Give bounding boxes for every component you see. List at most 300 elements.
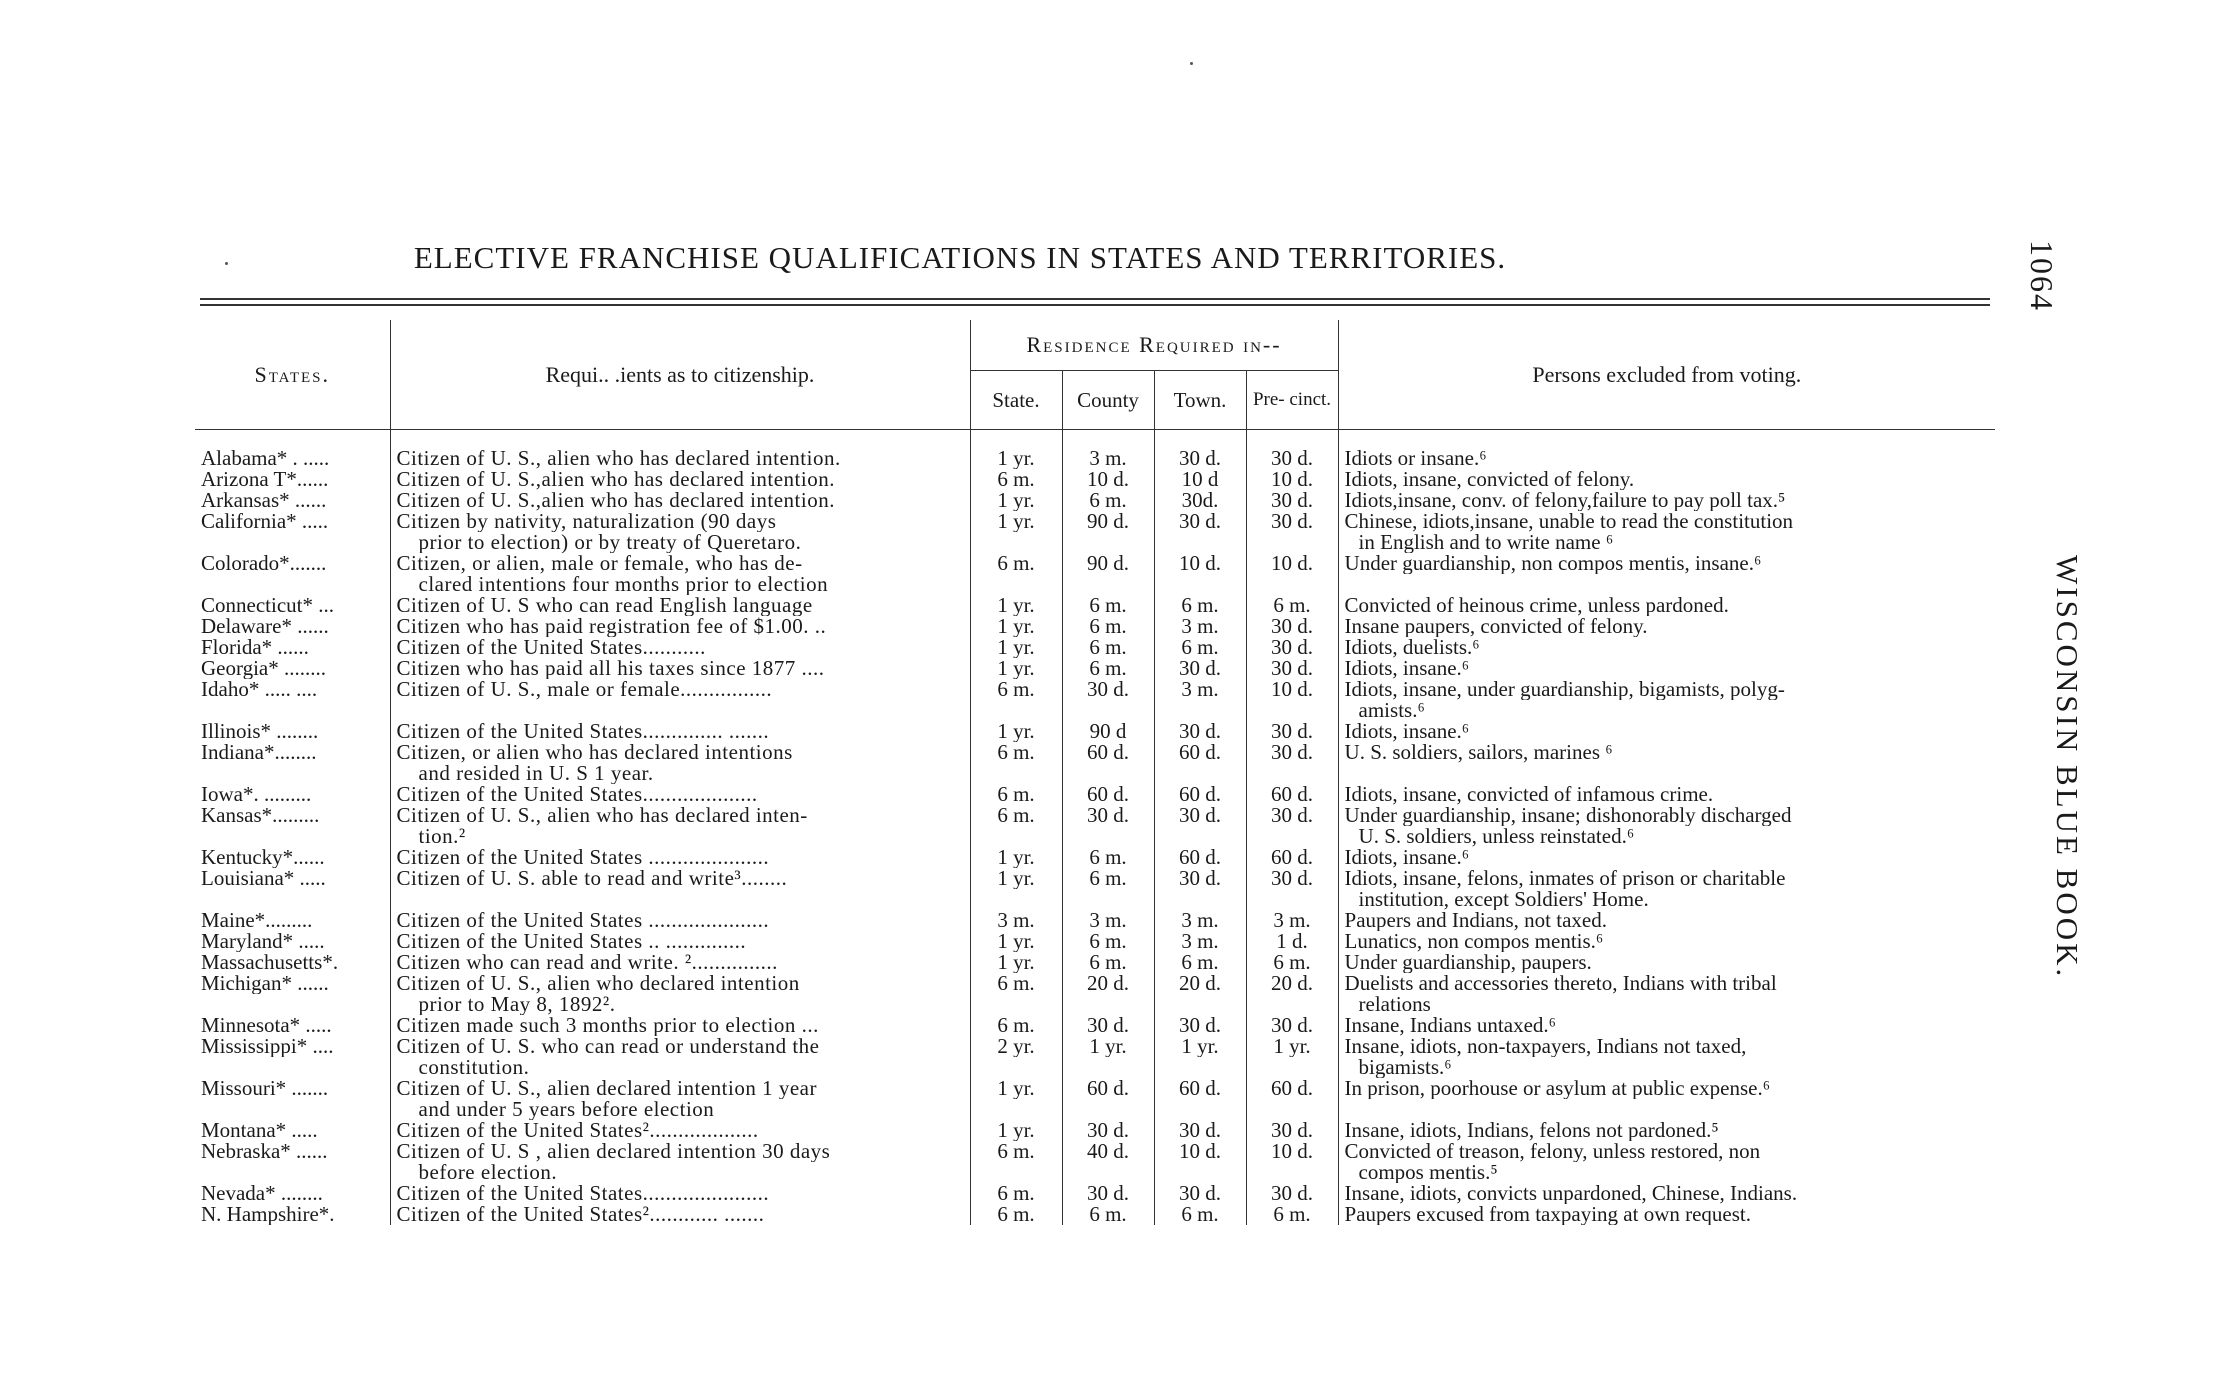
residence-county-cell: 6 m. [1062,847,1154,868]
residence-state-cell: 1 yr. [970,868,1062,889]
state-cell: Missouri* ....... [201,1078,329,1099]
residence-county-cell [1062,700,1154,721]
table-row [195,1120,1995,1141]
residence-precinct-cell: 30 d. [1246,1183,1338,1204]
residence-state-cell [970,994,1062,1015]
excluded-cell: U. S. soldiers, sailors, marines ⁶ [1344,742,1613,763]
state-cell: Idaho* ..... .... [201,679,318,700]
residence-county-cell: 6 m. [1062,595,1154,616]
residence-town-cell: 6 m. [1154,952,1246,973]
excluded-cell: Insane, idiots, Indians, felons not pardoned.⁵ [1344,1120,1719,1141]
residence-county-cell [1062,1099,1154,1120]
table-row [195,721,1995,742]
header-state: State. [970,371,1062,430]
residence-state-cell: 6 m. [970,679,1062,700]
state-cell: Michigan* ...... [201,973,329,994]
excluded-cell: Under guardianship, non compos mentis, insane.⁶ [1344,553,1762,574]
residence-state-cell: 6 m. [970,1141,1062,1162]
requirement-cell: Citizen of U. S. able to read and write³........ [390,868,970,889]
residence-town-cell [1154,1162,1246,1183]
residence-county-cell: 1 yr. [1062,1036,1154,1057]
excluded-cell: institution, except Soldiers' Home. [1358,889,1649,910]
state-cell: Maine*......... [201,910,313,931]
table-row [195,889,1995,910]
table-row [195,952,1995,973]
table-row [195,1162,1995,1183]
title-rule-bottom [200,304,1990,306]
residence-town-cell: 30 d. [1154,1015,1246,1036]
residence-county-cell: 20 d. [1062,973,1154,994]
residence-county-cell: 6 m. [1062,931,1154,952]
residence-town-cell [1154,826,1246,847]
residence-county-cell [1062,1057,1154,1078]
residence-town-cell: 30 d. [1154,721,1246,742]
excluded-cell: Idiots,insane, conv. of felony,failure to pay poll tax.⁵ [1344,490,1786,511]
requirement-cell: Citizen of the United States.............. ....... [390,721,970,742]
residence-state-cell [970,532,1062,553]
residence-town-cell [1154,700,1246,721]
residence-precinct-cell: 30 d. [1246,616,1338,637]
requirement-cell: Citizen of U. S., male or female................ [390,679,970,700]
state-cell: Delaware* ...... [201,616,329,637]
excluded-cell: Idiots, insane.⁶ [1344,721,1470,742]
requirement-cell: prior to election) or by treaty of Queretaro. [390,532,970,553]
table-row [195,826,1995,847]
state-cell: Mississippi* .... [201,1036,334,1057]
table-row [195,469,1995,490]
requirement-cell: Citizen of U. S.,alien who has declared intention. [390,490,970,511]
excluded-cell: U. S. soldiers, unless reinstated.⁶ [1358,826,1635,847]
residence-town-cell: 3 m. [1154,616,1246,637]
residence-state-cell: 6 m. [970,553,1062,574]
residence-county-cell: 90 d [1062,721,1154,742]
residence-precinct-cell [1246,1057,1338,1078]
residence-precinct-cell: 6 m. [1246,1204,1338,1225]
requirement-cell: Citizen who has paid registration fee of $1.00. .. [390,616,970,637]
table-row [195,700,1995,721]
requirement-cell: and under 5 years before election [390,1099,970,1120]
state-cell: Iowa*. ......... [201,784,312,805]
residence-state-cell: 1 yr. [970,1120,1062,1141]
residence-town-cell: 30 d. [1154,430,1246,470]
state-cell: Kansas*......... [201,805,320,826]
residence-state-cell: 1 yr. [970,721,1062,742]
excluded-cell [1338,574,1995,595]
residence-precinct-cell: 6 m. [1246,952,1338,973]
residence-precinct-cell: 1 yr. [1246,1036,1338,1057]
residence-county-cell: 30 d. [1062,679,1154,700]
header-precinct: Pre- cinct. [1246,371,1338,430]
table-row [195,490,1995,511]
residence-town-cell [1154,1099,1246,1120]
stray-mark [225,262,228,265]
table-row [195,1141,1995,1162]
requirement-cell: prior to May 8, 1892². [390,994,970,1015]
table-row [195,1204,1995,1225]
residence-town-cell: 30d. [1154,490,1246,511]
residence-precinct-cell: 30 d. [1246,721,1338,742]
requirement-cell: Citizen of the United States.................... [390,784,970,805]
residence-town-cell: 30 d. [1154,658,1246,679]
residence-county-cell [1062,889,1154,910]
state-cell [195,1057,390,1078]
requirement-cell: Citizen of the United States ..................... [390,910,970,931]
residence-precinct-cell: 30 d. [1246,868,1338,889]
residence-precinct-cell: 30 d. [1246,430,1338,470]
requirement-cell: Citizen of the United States...................... [390,1183,970,1204]
residence-state-cell: 1 yr. [970,637,1062,658]
excluded-cell: compos mentis.⁵ [1358,1162,1498,1183]
table-row [195,616,1995,637]
state-cell [195,700,390,721]
residence-state-cell: 6 m. [970,469,1062,490]
residence-state-cell: 1 yr. [970,847,1062,868]
residence-town-cell: 3 m. [1154,931,1246,952]
residence-precinct-cell: 10 d. [1246,469,1338,490]
residence-county-cell: 6 m. [1062,868,1154,889]
table-row [195,553,1995,574]
excluded-cell: Chinese, idiots,insane, unable to read the constitution [1344,511,1794,532]
residence-county-cell [1062,1162,1154,1183]
state-cell: Arizona T*...... [201,469,329,490]
residence-town-cell: 60 d. [1154,847,1246,868]
residence-precinct-cell: 30 d. [1246,1120,1338,1141]
residence-precinct-cell [1246,574,1338,595]
residence-state-cell [970,826,1062,847]
residence-town-cell: 3 m. [1154,910,1246,931]
residence-state-cell: 1 yr. [970,1078,1062,1099]
residence-county-cell: 3 m. [1062,910,1154,931]
excluded-cell: Under guardianship, paupers. [1344,952,1592,973]
residence-precinct-cell: 30 d. [1246,511,1338,532]
requirement-cell: Citizen of U. S. who can read or understand the [390,1036,970,1057]
requirement-cell: Citizen of U. S., alien declared intention 1 year [390,1078,970,1099]
table-row [195,1015,1995,1036]
state-cell: Nebraska* ...... [201,1141,328,1162]
excluded-cell: Insane, idiots, non-taxpayers, Indians not taxed, [1344,1036,1747,1057]
residence-state-cell: 1 yr. [970,616,1062,637]
requirement-cell: Citizen, or alien, male or female, who has de- [390,553,970,574]
state-cell: Massachusetts*. [201,952,339,973]
residence-county-cell: 6 m. [1062,658,1154,679]
table-row [195,1036,1995,1057]
residence-town-cell: 60 d. [1154,1078,1246,1099]
excluded-cell: Idiots, insane, under guardianship, bigamists, polyg- [1344,679,1785,700]
residence-state-cell [970,1162,1062,1183]
residence-state-cell: 6 m. [970,805,1062,826]
excluded-cell: Idiots, insane, convicted of felony. [1344,469,1635,490]
excluded-cell: relations [1358,994,1431,1015]
requirement-cell: Citizen of the United States²............ ....... [390,1204,970,1225]
residence-county-cell: 3 m. [1062,430,1154,470]
excluded-cell: in English and to write name ⁶ [1358,532,1614,553]
residence-precinct-cell: 3 m. [1246,910,1338,931]
residence-town-cell: 20 d. [1154,973,1246,994]
residence-state-cell: 1 yr. [970,595,1062,616]
state-cell: Arkansas* ...... [201,490,327,511]
residence-precinct-cell: 30 d. [1246,1015,1338,1036]
header-excluded: Persons excluded from voting. [1338,320,1995,430]
table-row [195,430,1995,470]
state-cell: Indiana*........ [201,742,317,763]
residence-state-cell: 6 m. [970,784,1062,805]
residence-town-cell [1154,889,1246,910]
residence-county-cell [1062,532,1154,553]
header-requirements: Requi.. .ients as to citizenship. [390,320,970,430]
table-row [195,658,1995,679]
residence-precinct-cell [1246,826,1338,847]
residence-precinct-cell [1246,700,1338,721]
residence-state-cell [970,700,1062,721]
table-row [195,637,1995,658]
running-head: WISCONSIN BLUE BOOK. [2050,555,2085,980]
requirement-cell: tion.² [390,826,970,847]
table-row [195,805,1995,826]
residence-county-cell [1062,994,1154,1015]
table-row [195,847,1995,868]
residence-precinct-cell: 6 m. [1246,595,1338,616]
page-number: 1064 [2024,240,2060,312]
residence-town-cell: 60 d. [1154,742,1246,763]
state-cell: Illinois* ........ [201,721,319,742]
residence-state-cell: 1 yr. [970,511,1062,532]
residence-town-cell: 30 d. [1154,1120,1246,1141]
excluded-cell [1338,1099,1995,1120]
residence-county-cell: 30 d. [1062,805,1154,826]
franchise-table-container [195,320,1995,1225]
residence-county-cell: 90 d. [1062,553,1154,574]
header-states: States. [195,320,390,430]
page-title: ELECTIVE FRANCHISE QUALIFICATIONS IN STATES AND TERRITORIES. [413,240,1507,275]
title-rule-top [200,298,1990,300]
residence-county-cell [1062,763,1154,784]
state-cell [195,889,390,910]
residence-town-cell [1154,574,1246,595]
residence-town-cell: 10 d. [1154,553,1246,574]
residence-county-cell: 6 m. [1062,952,1154,973]
excluded-cell: Convicted of heinous crime, unless pardoned. [1344,595,1729,616]
residence-town-cell [1154,532,1246,553]
excluded-cell: Idiots, insane, felons, inmates of prison or charitable [1344,868,1786,889]
requirement-cell [390,700,970,721]
residence-precinct-cell: 60 d. [1246,847,1338,868]
table-row [195,574,1995,595]
table-body [195,430,1995,1226]
requirement-cell: Citizen of U. S., alien who has declared inten- [390,805,970,826]
residence-precinct-cell: 30 d. [1246,637,1338,658]
residence-precinct-cell: 60 d. [1246,784,1338,805]
requirement-cell [390,889,970,910]
residence-state-cell [970,763,1062,784]
residence-precinct-cell: 10 d. [1246,553,1338,574]
excluded-cell: amists.⁶ [1358,700,1425,721]
residence-county-cell: 30 d. [1062,1183,1154,1204]
residence-county-cell: 60 d. [1062,784,1154,805]
state-cell: N. Hampshire*. [201,1204,335,1225]
requirement-cell: Citizen of U. S., alien who has declared intention. [390,430,970,470]
requirement-cell: constitution. [390,1057,970,1078]
residence-precinct-cell [1246,889,1338,910]
residence-town-cell: 6 m. [1154,595,1246,616]
residence-state-cell: 1 yr. [970,430,1062,470]
excluded-cell: In prison, poorhouse or asylum at public expense.⁶ [1344,1078,1771,1099]
requirement-cell: Citizen who can read and write. ²............... [390,952,970,973]
table-row [195,511,1995,532]
residence-county-cell: 30 d. [1062,1015,1154,1036]
residence-town-cell: 30 d. [1154,511,1246,532]
table-row [195,763,1995,784]
requirement-cell: Citizen who has paid all his taxes since 1877 .... [390,658,970,679]
franchise-table [195,320,1995,1225]
residence-county-cell: 90 d. [1062,511,1154,532]
table-row [195,931,1995,952]
excluded-cell: Insane, Indians untaxed.⁶ [1344,1015,1556,1036]
residence-state-cell [970,1057,1062,1078]
residence-county-cell: 60 d. [1062,742,1154,763]
state-cell [195,826,390,847]
residence-town-cell [1154,763,1246,784]
residence-precinct-cell [1246,532,1338,553]
state-cell: Florida* ...... [201,637,309,658]
residence-town-cell: 1 yr. [1154,1036,1246,1057]
table-row [195,973,1995,994]
requirement-cell: Citizen of the United States²................... [390,1120,970,1141]
residence-precinct-cell [1246,1099,1338,1120]
requirement-cell: Citizen of U. S.,alien who has declared intention. [390,469,970,490]
state-cell: Colorado*....... [201,553,327,574]
state-cell: California* ..... [201,511,329,532]
residence-town-cell [1154,994,1246,1015]
requirement-cell: Citizen, or alien who has declared intentions [390,742,970,763]
residence-state-cell: 6 m. [970,1183,1062,1204]
stray-mark [1190,62,1193,65]
header-town: Town. [1154,371,1246,430]
residence-precinct-cell: 1 d. [1246,931,1338,952]
state-cell [195,1099,390,1120]
residence-county-cell [1062,574,1154,595]
residence-precinct-cell: 30 d. [1246,742,1338,763]
requirement-cell: Citizen by nativity, naturalization (90 days [390,511,970,532]
residence-county-cell: 40 d. [1062,1141,1154,1162]
residence-precinct-cell: 20 d. [1246,973,1338,994]
table-row [195,742,1995,763]
table-row [195,994,1995,1015]
residence-state-cell: 2 yr. [970,1036,1062,1057]
residence-town-cell [1154,1057,1246,1078]
state-cell: Connecticut* ... [201,595,334,616]
residence-precinct-cell [1246,763,1338,784]
residence-town-cell: 30 d. [1154,1183,1246,1204]
residence-town-cell: 30 d. [1154,868,1246,889]
residence-state-cell: 6 m. [970,1015,1062,1036]
residence-state-cell: 6 m. [970,742,1062,763]
state-cell: Kentucky*...... [201,847,325,868]
residence-county-cell: 6 m. [1062,637,1154,658]
residence-precinct-cell [1246,994,1338,1015]
excluded-cell: Insane paupers, convicted of felony. [1344,616,1648,637]
excluded-cell: Lunatics, non compos mentis.⁶ [1344,931,1604,952]
requirement-cell: and resided in U. S 1 year. [390,763,970,784]
table-row [195,1078,1995,1099]
residence-state-cell: 6 m. [970,1204,1062,1225]
table-row [195,1099,1995,1120]
excluded-cell: Insane, idiots, convicts unpardoned, Chinese, Indians. [1344,1183,1798,1204]
excluded-cell: Paupers excused from taxpaying at own request. [1344,1204,1751,1225]
table-row [195,910,1995,931]
excluded-cell: bigamists.⁶ [1358,1057,1452,1078]
excluded-cell: Convicted of treason, felony, unless restored, non [1344,1141,1761,1162]
state-cell [195,763,390,784]
residence-state-cell [970,574,1062,595]
residence-state-cell: 3 m. [970,910,1062,931]
residence-precinct-cell [1246,1162,1338,1183]
header-county: County [1062,371,1154,430]
requirement-cell: clared intentions four months prior to election [390,574,970,595]
state-cell: Alabama* . ..... [201,446,330,469]
excluded-cell: Idiots, insane.⁶ [1344,847,1470,868]
requirement-cell: Citizen of the United States ..................... [390,847,970,868]
requirement-cell: Citizen of the United States .. .............. [390,931,970,952]
table-row [195,1183,1995,1204]
state-cell [195,532,390,553]
residence-town-cell: 6 m. [1154,1204,1246,1225]
state-cell: Georgia* ........ [201,658,327,679]
excluded-cell: Idiots, insane.⁶ [1344,658,1470,679]
residence-county-cell: 10 d. [1062,469,1154,490]
table-row [195,1057,1995,1078]
requirement-cell: Citizen of U. S who can read English language [390,595,970,616]
residence-state-cell: 6 m. [970,973,1062,994]
requirement-cell: Citizen of the United States........... [390,637,970,658]
residence-precinct-cell: 60 d. [1246,1078,1338,1099]
requirement-cell: Citizen of U. S , alien declared intention 30 days [390,1141,970,1162]
residence-town-cell: 3 m. [1154,679,1246,700]
residence-state-cell: 1 yr. [970,952,1062,973]
residence-precinct-cell: 30 d. [1246,658,1338,679]
residence-county-cell: 6 m. [1062,1204,1154,1225]
residence-town-cell: 60 d. [1154,784,1246,805]
residence-county-cell: 6 m. [1062,490,1154,511]
residence-town-cell: 10 d. [1154,1141,1246,1162]
excluded-cell: Idiots, insane, convicted of infamous crime. [1344,784,1714,805]
residence-county-cell: 30 d. [1062,1120,1154,1141]
state-cell: Maryland* ..... [201,931,325,952]
residence-precinct-cell: 10 d. [1246,679,1338,700]
excluded-cell: Under guardianship, insane; dishonorably discharged [1344,805,1792,826]
residence-town-cell: 30 d. [1154,805,1246,826]
residence-town-cell: 6 m. [1154,637,1246,658]
residence-precinct-cell: 30 d. [1246,805,1338,826]
requirement-cell: Citizen of U. S., alien who declared intention [390,973,970,994]
residence-state-cell [970,1099,1062,1120]
excluded-cell: Paupers and Indians, not taxed. [1344,910,1607,931]
state-cell: Nevada* ........ [201,1183,323,1204]
excluded-cell: Idiots, duelists.⁶ [1344,637,1480,658]
excluded-cell: Idiots or insane.⁶ [1344,446,1487,469]
state-cell [195,994,390,1015]
state-cell: Montana* ..... [201,1120,318,1141]
residence-state-cell: 1 yr. [970,658,1062,679]
excluded-cell: Duelists and accessories thereto, Indians with tribal [1344,973,1777,994]
residence-state-cell [970,889,1062,910]
requirement-cell: before election. [390,1162,970,1183]
state-cell: Louisiana* ..... [201,868,326,889]
residence-state-cell: 1 yr. [970,931,1062,952]
state-cell [195,574,390,595]
table-row [195,784,1995,805]
table-row [195,868,1995,889]
table-row [195,532,1995,553]
